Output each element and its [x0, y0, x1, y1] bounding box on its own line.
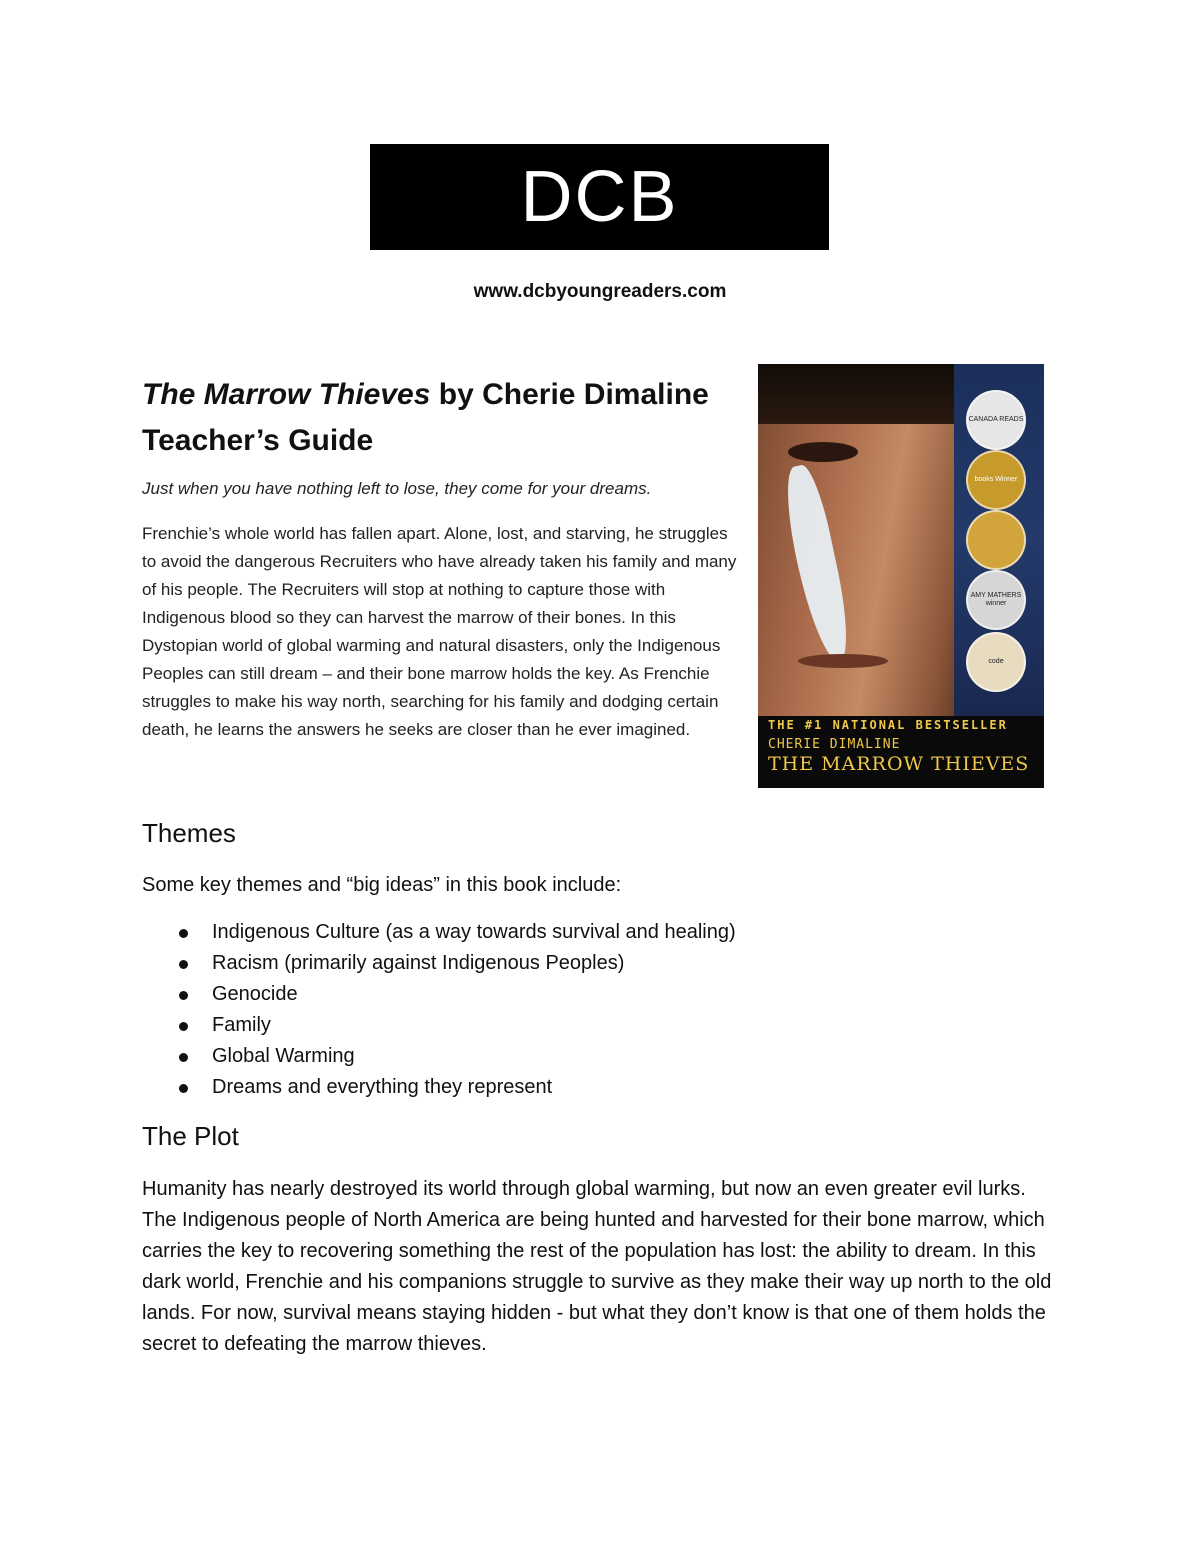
- award-seal: CANADA READS: [966, 390, 1026, 450]
- themes-list: [142, 917, 736, 1103]
- guide-subtitle: Teacher’s Guide: [142, 424, 374, 457]
- cover-title: THE MARROW THIEVES: [768, 753, 1030, 775]
- plot-heading: The Plot: [142, 1121, 239, 1151]
- themes-heading: Themes: [142, 818, 236, 848]
- logo-text: DCB: [520, 157, 679, 237]
- tagline: Just when you have nothing left to lose, they come for your dreams.: [142, 479, 652, 498]
- cover-eye: [788, 442, 858, 462]
- cover-mouth: [798, 654, 888, 668]
- dcb-logo: [370, 144, 829, 250]
- page-title: [142, 372, 742, 464]
- award-seal: AMY MATHERS winner: [966, 570, 1026, 630]
- intro-paragraph: Frenchie’s whole world has fallen apart. Alone, lost, and starving, he struggles to avoid the dangerous Recruiters who have already taken his family and many of his people. The Recruiters will stop at nothing to capture those with Indigenous blood so they can harvest the marrow of their bones. In this Dystopian world of global warming and natural disasters, only the Indigenous Peoples can still dream – and their bone marrow holds the key. As Frenchie struggles to make his way north, searching for his family and dodging certain death, he learns the answers he seeks are closer than he ever imagined.: [142, 524, 737, 739]
- list-item: Racism (primarily against Indigenous Peoples): [142, 948, 736, 979]
- book-cover: [758, 364, 1044, 788]
- cover-bestseller: THE #1 NATIONAL BESTSELLER: [768, 718, 1008, 732]
- list-item: Global Warming: [142, 1041, 736, 1072]
- award-seal: code: [966, 632, 1026, 692]
- plot-paragraph: Humanity has nearly destroyed its world through global warming, but now an even greater evil lurks. The Indigenous people of North America are being hunted and harvested for their bone marrow, which carries the key to recovering something the rest of the population has lost: the ability to dream. In this dark world, Frenchie and his companions struggle to survive as they make their way up north to the old lands. For now, survival means staying hidden - but what they don’t know is that one of them holds the secret to defeating the marrow thieves.: [142, 1178, 1052, 1355]
- cover-author: CHERIE DIMALINE: [768, 737, 901, 752]
- website-link[interactable]: www.dcbyoungreaders.com: [473, 281, 727, 302]
- list-item: Dreams and everything they represent: [142, 1072, 736, 1103]
- award-seal: books Winner: [966, 450, 1026, 510]
- book-title: The Marrow Thieves: [142, 378, 431, 411]
- themes-lead: Some key themes and “big ideas” in this book include:: [142, 874, 622, 896]
- award-seal: [966, 510, 1026, 570]
- list-item: Genocide: [142, 979, 736, 1010]
- list-item: Indigenous Culture (as a way towards survival and healing): [142, 917, 736, 948]
- book-author: by Cherie Dimaline: [430, 378, 709, 411]
- list-item: Family: [142, 1010, 736, 1041]
